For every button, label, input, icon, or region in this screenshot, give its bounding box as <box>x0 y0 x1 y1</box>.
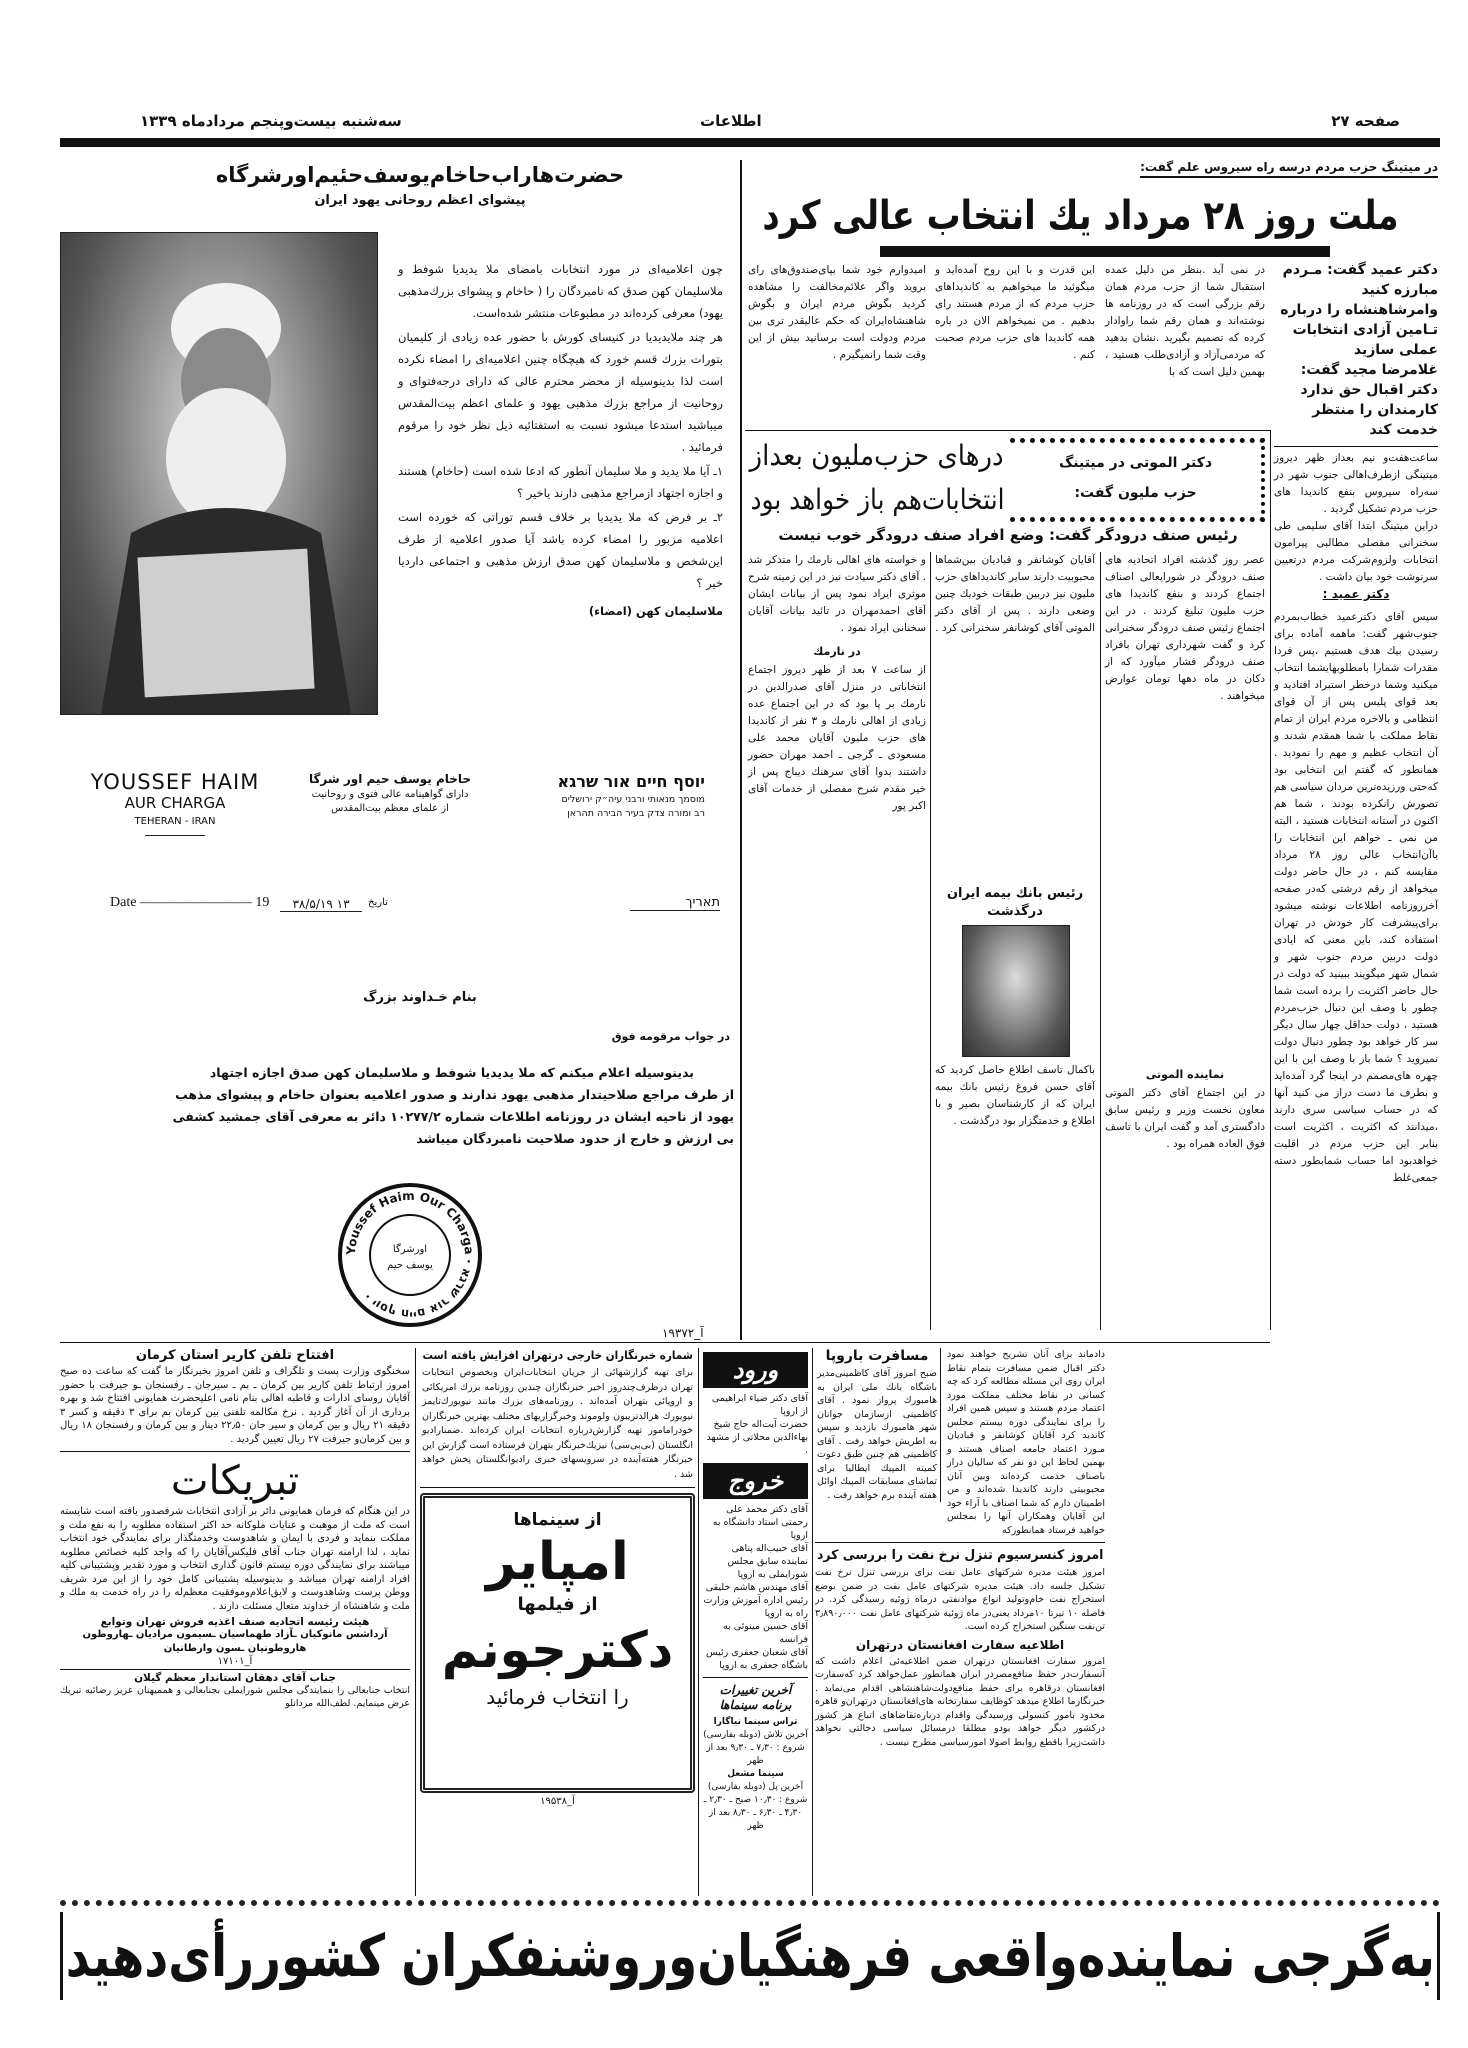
date-persian-label: تاریخ <box>368 897 388 908</box>
departures-title: خروج <box>703 1463 808 1499</box>
letterhead-name-he: יוסף חיים אור שרגא <box>557 772 705 791</box>
cinema-ad-mid: از فیلمها <box>517 1594 598 1615</box>
letterhead-city: TEHERAN - IRAN <box>134 816 216 827</box>
svg-text:Youssef Haim Our Charga · יוסף: Youssef Haim Our Charga · יוסף חיים אור שרגא · <box>343 1188 477 1322</box>
bottom-left-column <box>60 1348 410 1710</box>
congrats-signatories: آرداشس مانوکیان ـآزاد طهماسیان ـسیمون مرادیان ـهاروطون هاروطونیان ـسون وارطانیان <box>82 1629 388 1654</box>
rabbi-subtitle: پیشوای اعظم روحانی یهود ایران <box>314 193 526 208</box>
cinema-ad-top: از سینماها <box>513 1510 602 1530</box>
date-hebrew: תאריך <box>630 895 720 911</box>
letter-salutation: بنام خـداوند بزرگ <box>363 990 477 1005</box>
cinema-ad <box>420 1493 695 1793</box>
paragraph: در این اجتماع آقای دکتر الموتی معاون نخست وزیر و رئیس سابق دادگستری آمد و گفت ایران با تاسف فوق العاده همراه بود . <box>1105 1087 1265 1150</box>
rabbi-portrait-photo <box>60 232 378 715</box>
divider <box>815 1542 1105 1543</box>
film-title: آخرین تلاش (دوبله بفارسی) <box>703 1730 808 1740</box>
melliyun-column: از ساعت ۷ بعد از ظهر دیروز اجتماع انتخاباتی در منزل آقای صدرالدین در نارمك بر پا بود که در این اجتماع عده زیادی از اهالی نارمك و ۳ نفر از کاندیدا های حزب ملیون آقایان محمد علی مسعودی ـ گرجی ـ احمد مهران حضور داشتند بدوا آقای سرهنك دیباج پس از خیر مقدم شرح مفصلی از خدمات آقای اکبر پور <box>748 664 926 812</box>
divider <box>812 1348 813 1896</box>
paragraph: چون اعلامیه‌ای در مورد انتخابات بامضای ملا یدیدیا شوفط و ملاسلیمان کهن صدق که نامبردگان را ( حاخام و پیشوای بزرك‌مذهبی یهود) معرفی کرده‌اند در مطبوعات منتشر شده‌است. <box>398 262 723 320</box>
film-title: آخرین پل (دوبله بفارسی) <box>707 1782 804 1792</box>
gilan-title: جناب آقای دهقان استاندار معظم گیلان <box>60 1669 410 1684</box>
lead-kicker: در میتینگ حزب مردم درسه راه سیروس علم گفت: <box>1140 160 1438 178</box>
reporters-text: برای تهیه گزارشهائی از جریان انتخابات‌ایران وبخصوص انتخابات تهران درظرف‌چندروز اخیر خبرنگاران چندین روزنامه بزرك امریکائی و اروپائی بتهران آمده‌اند . روزنامه‌های بزرك مانند نیویورك‌تایمز نیویورك هرالدتریبون ولوموند وخبرگزاریهای مختلف بهترین خبرنگاران خودرامامور تهیه گزارش‌درباره انتخابات ایران کرده‌اند .ضمنارادیو انگلستان (بی‌بی‌سی) نیزیك‌خبرنگار بتهران فرستاده است گزارش این خبرنگار هفته‌آینده در سرویسهای خبری رادیوانگلستان پخش خواهد شد . <box>422 1367 693 1480</box>
gilan-text: انتخاب جنابعالی را بنمایندگی مجلس شورایملی بجنابعالی و هممیهنان عزیز رضائیه تبریك عرض مینمایم. لطف‌الله مردانلو <box>60 1684 410 1709</box>
melliyun-headline <box>748 434 1006 522</box>
melliyun-column: عصر روز گذشته افراد اتحادیه های صنف درودگر در شورایعالی اصناف اجتماع کردند و بنفع کاندیدا های حزب ملیون تبلیغ کردند . در این اجتماع رئیس صنف درودگر سخنرانی کرد و گفت شهرداری تهران بافراد صنف درودگر فشار میآورد که از دکان در ماه دهها تومان عوارض میخواهند . <box>1105 554 1265 702</box>
paragraph: ۱ـ آیا ملا یدید و ملا سلیمان آنطور که ادعا شده است (حاخام) هستند و اجازه اجتهاد ازمراجع مذهبی دارند یاخیر ؟ <box>398 464 723 500</box>
newspaper-name: اطلاعات <box>700 112 762 130</box>
letterhead-surname: AUR CHARGA <box>124 794 226 812</box>
obituary-title <box>932 885 1098 921</box>
paragraph: سپس آقای دکترعمید خطاب‌بمردم جنوب‌شهر گفت: ماهمه آماده برای رسیدن بیك هدف هستیم ،پس فردا مقدرات شمارا بامطلوبهایشما انتخاب میکنید وشما درخطر استبراد افتادید و بعد قوای پلیس پس از آن قوای انتظامی و بالاخره مردم ایران از تمام نقاط مملکت با شما همقدم شدند و آن انتخاب عظیم و مهم را نمودید . همانطور که گفتم این انتخابی بود که‌حتی ورزیده‌ترین مردان سیاسی هم تصورش رانکرده بودند ، شما هم اکنون در آستانه انتخابات هستید ، البته من نمی ـ خواهم این انتخابات را باآن‌انتخاب عالی روز ۲۸ مرداد مقایسه کنم ، در حال حاضر دولت میخواهد از رقم درشتی که‌در صفحه آخرروزنامه اطلاعات نوشته میشود برای‌پیشرفت کار خودش در تهران استفاده کند، باین معنی که ایادی دولت دربین مردم جنوب شهر و شمال شهر میگویند ببینید که دولت در حال حاضر اکثریت را برده است شما چطور با وصف این دنبال حزب‌مردم هستید ، دولت حداقل چهار سال دیگر سر کار خواهد بود چطور دنبال دولت نمیروید ؟ شما باز با وصف این با این چهره های‌مصمم در اینجا گرد آمده‌اید و بطرف ما دست دراز می کنید آنها که در حساب سیاسی سری دارند ،میدانند که اکثریت ، اکثریت است بنابر این حزب مردم در اقلیت خواهدبود اما حساب شمابطور دسته جمعی‌غلط <box>1274 611 1438 1184</box>
election-banner <box>60 1912 1440 2000</box>
divider <box>1270 430 1271 1330</box>
letterhead-line: دارای گواهینامه عالی فتوی و روحانیت <box>311 789 469 800</box>
svg-text:یوسف حیم: یوسف حیم <box>387 1260 433 1271</box>
letter-line: بدینوسیله اعلام میکنم که ملا یدیدیا شوفط و ملاسلیمان کهن صدق اجازه اجتهاد <box>209 1065 694 1080</box>
divider <box>930 552 931 1330</box>
cinema-name: امپایر <box>486 1532 629 1592</box>
melliyun-column: و خواسته های اهالی نارمك را متذکر شد . آقای دکتر سیادت نیز در این زمینه شرح موثری ایراد نمود پس از بیانات ایشان آقای احمدمهران در تائید بیانات آقایان سخنانی ایراد نمود . <box>748 554 926 634</box>
cinema-changes-title: آخرین تغییرات برنامه سینماها <box>719 1683 792 1712</box>
obituary-text: باکمال تاسف اطلاع حاصل کردید که آقای حسن فروغ رئیس بانك بیمه ایران که از کارشناسان بصیر و با اطلاع و خدمتگزار بود درگذشت . <box>935 1064 1095 1127</box>
melliyun-narmak-column <box>748 552 926 815</box>
masthead-rule <box>60 138 1440 147</box>
cinema-changes-list <box>703 1716 808 1833</box>
divider <box>420 1487 695 1488</box>
lead-column: در نمی آید .بنظر من دلیل عمده استقبال شما از حزب مردم همان رقم بزرگی است که در روزنامه ها نوشته‌اند و همان رقم شما راوادار کرده که تصمیم بگیرید .نشان بدهید که مردمی‌آزاد و آزادی‌طلب هستید ، بهمین دلیل است که با <box>1105 264 1265 378</box>
letterhead-name: YOUSSEF HAIM <box>90 770 260 794</box>
election-column: دادماند برای آنان تشریح خواهند نمود دکتر اقبال ضمن مسافرت بتمام نقاط ایران روی این مسئله مطالعه کرد که چه کسانی در نقاط مختلف مملکت مورد اعتماد مردم هستند و سپس همین افراد را برای نمایندگی دوره بیستم مجلس کاندید کرد آقایان کوشانفر و قبادیان مـورد اعتماد جامعه اصناف هستند و بهمین لحاظ این دو نفر که سالیان دراز باصناف خدمت کرده‌اند وبین آنان محبوبیتی دارند کاندیدا شده‌اند و من اطمینان دارم که شما اصناف با آراء خود این آقایان وهمکاران آنها را بمجلس خواهید فرستاد همانطورکه <box>947 1349 1105 1536</box>
letter-body <box>64 1062 734 1150</box>
letterhead-line: מוסמך מנאותי ורבני עיה״ק ירושלים <box>561 794 705 805</box>
subhead: دکتر عمید : <box>1322 587 1390 601</box>
banner-border <box>60 1900 1440 1906</box>
departure-item: آقای دکتر محمد علی رحمتی استاد دانشگاه به اروپا <box>712 1504 808 1541</box>
letterhead-line: רב ומורה צדק בעיר הבירה תהראן <box>567 808 705 819</box>
election-column-wrap <box>947 1348 1105 1537</box>
letter-line: از طرف مراجع صلاحیتدار مذهبی یهود ندارند و صدور اعلامیه بعنوان حاخام و پیشوای مذهب <box>175 1087 734 1102</box>
paragraph: ۲ـ بر فرض که ملا یدیدیا بر خلاف قسم توراتی که خورده است اعلامیه مزبور را امضاء کرده باشد آیا صدور اعلامیه از طرف این‌شخص و ملاسلیمان کهن صدق ارزش مذهبی و اجتماعی داردیا خیر ؟ <box>398 510 723 590</box>
rabbi-title-text: حضرت‌هاراب‌حاخام‌یوسف‌حئیم‌اورشرگاه <box>215 163 625 187</box>
divider <box>698 1348 699 1896</box>
arrival-item: آقای دکتر ضیاء ابراهیمی از اروپا <box>711 1393 808 1417</box>
carpenters-subhead <box>748 526 1268 544</box>
column-divider <box>740 160 742 1340</box>
congrats-text: در این هنگام که فرمان همایونی دائر بر آزادی انتخابات شرفصدور یافته است شایسته است که ملت از موهبت و عنایات ملوکانه حد اکثر استفاده مطلوبه را به نفع ملت و مملکت بنماید و فردی با ایمان و شاهدوست وخدمتگذار برای نمایندگی خود انتخاب نماید ، لذا ارامنه تهران جناب آقای فلیکس‌آقایان را که واجد کلیه خصائص مطلوبه میباشند برای نمایندگی دوره بیستم قانون گذاری انتخاب و مورد تقدیر وپشتیبانی کلیه افراد ارامنه تهران میباشد و بدینوسیله پشتیبانی کامل خود را از این مرد شریف ووطن پرست وشاهدوست و لایق‌اعلام‌وموفقیت معظم‌له را در راه خدمت به ملك و ملت و شاهنشاه از خداوند متعال مسئلت دارند . <box>60 1506 410 1612</box>
letterhead-hebrew <box>495 772 705 819</box>
departure-item: آقای شعبان جعفری رئیس باشگاه جعفری به اروپا <box>706 1647 808 1671</box>
lead-decks <box>1274 260 1438 440</box>
travel-wrap <box>817 1348 941 1502</box>
bottom-oil-column <box>815 1348 1105 1749</box>
oil-text: امروز هیئت مدیره شرکتهای عامل نفت برای بررسی تنزل نرخ نفت تشکیل جلسه داد. هیئت مدیره شرکتهای عامل نفت در ضمن بوضع استخراج نفت خام‌وتولید انواع موادنفتی درماه ژوئیه رسیدگی کرد. در فاصله ۱۰ تیرتا ۱۰مرداد یعنی‌در ماه ژوئیه شرکتهای عامل نفت ۳٫۸۹۰٫۰۰۰ تن‌نفت سنگین استخراج کرده است. <box>815 1567 1105 1632</box>
deck: دکتر عمید گفت: مـردم مبارزه کنید وامرشاهنشاه را درباره تـامین آزادی انتخابات عملی سازید <box>1280 262 1438 358</box>
subhead: نماینده الموتی <box>1145 1068 1225 1081</box>
arrivals-list <box>703 1392 808 1457</box>
letter-line: یهود از ناحیه ایشان در روزنامه اطلاعات شماره ۱۰۲۷۷/۲ دائر به معرفی آقای جمشید کشفی <box>172 1109 734 1124</box>
svg-text:اورشرگا: اورشرگا <box>392 1244 428 1255</box>
headline-bar <box>880 246 1330 257</box>
travel-row <box>815 1348 1105 1537</box>
lead-column: امیدوارم خود شما بپای‌صندوق‌های رای بروید واگر علائم‌مخالفت را مشاهده کردید بگوش مردم ایران و بگوش شاهنشاه‌ایران که حکم عالیقدر تری بین مردم ودولت است برسانید بیش از این وقت شما رانمیگیرم . <box>748 264 926 361</box>
showtime: شروع : ۱۰٫۳۰ صبح ـ ۲٫۳۰ ـ ۴٫۳۰ ـ ۶٫۳۰ ـ ۸٫۳۰ بعد از ظهر <box>703 1795 808 1831</box>
paragraph: ساعت‌هفت‌و نیم بعداز ظهر دیروز میتینگی ازطرف‌اهالی جنوب شهر در سه‌راه سیروس بنفع کاندیدا های حزب مردم تشکیل گردید . <box>1274 452 1438 515</box>
box-line: حزب ملیون گفت: <box>1074 485 1197 501</box>
melliyun-column: آقایان کوشانفر و قبادیان بین‌شماها محبوبیت دارند سایر کاندیداهای حزب ملیون نیز دربین طبقات خودیك چنین وضعی دارند . پس از آقای دکتر الموتی آقای کوشانفر سخنرانی کرد . <box>935 554 1095 634</box>
ad-code: آ_۱۷۱۰۱ <box>217 1656 253 1667</box>
departure-item: آقای مهندس هاشم خلیقی رئیس اداره آموزش وزارت راه به اروپا <box>703 1582 808 1619</box>
deck: غلامرضا مجید گفت: دکتر اقبال حق ندارد کارمندان را منتظر خدمت کند <box>1300 362 1438 438</box>
afghan-title: اطلاعیه سفارت افغانستان درتهران <box>855 1637 1065 1652</box>
lead-side-text <box>1274 446 1438 1187</box>
rabbi-body <box>398 258 723 624</box>
divider <box>745 430 1270 431</box>
date-english: Date ———————— 19 <box>110 895 270 910</box>
almoti-box <box>1010 438 1265 522</box>
arrival-item: حضرت آیت‌اله حاج شیخ بهاءالدین محلاتی از مشهد . <box>706 1419 808 1456</box>
lead-headline-text: ملت روز ۲۸ مرداد یك انتخاب عالی کرد <box>761 193 1399 239</box>
title-line: رئیس بانك بیمه ایران <box>946 886 1084 901</box>
headline-line: انتخابات‌هم باز خواهد بود <box>750 483 1004 516</box>
lead-column: این قدرت و با این روح آمده‌اید و میگوئید ما میخواهیم به کاندیدا‌های حزب مردم که از مردم هستند رای بدهیم . من نمیخواهم الان در باره همه کاندیدا های حزب مردم صحبت کنم . <box>935 264 1095 361</box>
almoti-rep-column <box>1105 1068 1265 1153</box>
divider <box>60 1342 1270 1343</box>
arrivals-title: ورود <box>703 1352 808 1388</box>
divider <box>415 1348 416 1896</box>
divider <box>1100 552 1101 1330</box>
letter-line: بی ارزش و خارج از حدود صلاحیت نامبردگان میباشد <box>416 1131 734 1146</box>
departure-item: آقای حسین مینوئی به فرانسه <box>722 1621 808 1645</box>
kerman-text: سخنگوی وزارت پست و تلگراف و تلفن امروز بخبرنگار ما گفت که ساعت ده صبح امروز ارتباط تلفن کاریر بین کرمان ـ بم ـ سیرجان ـ رفسنجان ـو جیرفت با حضور آقایان روسای ادارات و قاطبه اهالی بنام نامی اعلیحضرت همایونی افتتاح شد و بهره برداری از آن آغاز گردید . نرخ مکالمه تلفنی بین کرمان بم برای ۳ دقیقه و کسر ۳ دقیقه ۲۱ ریال و بین کرمان و سیر جان ۲۲٫۵۰ دینار و بین کرمان و رفسنجان ۱۸ ریال و بین کرمان‌و جیرفت ۲۷ ریال تعیین گردید . <box>60 1366 410 1445</box>
bank-director-photo <box>962 925 1070 1057</box>
rabbi-seal-stamp <box>335 1180 485 1330</box>
letter-reference: در جواب مرقومه فوق <box>611 1030 730 1043</box>
letterhead-persian <box>290 772 490 814</box>
kerman-title: افتتاح تلفن کاریر استان کرمان <box>135 1348 335 1363</box>
signature: ملاسلیمان کهن (امضاء) <box>588 604 723 618</box>
ad-code: آ_۱۹۳۷۲ <box>662 1326 704 1340</box>
election-banner-text: به‌گرجی نماینده‌واقعی فرهنگیان‌وروشنفکران کشوررأی‌دهید <box>65 1922 1435 1990</box>
rabbi-portrait-icon <box>61 233 377 714</box>
paragraph: دراین میتینگ ابتدا آقای سلیمی طی سخنرانی مفصلی مطالبی پیرامون انتخابات ولزوم‌شرکت مردم درتعیین سرنوشت خود بیان داشت . <box>1274 520 1438 583</box>
film-title: دکترجونم <box>441 1621 674 1679</box>
lead-right-column <box>1274 260 1438 1187</box>
box-line: دکتر الموتی در میتینگ <box>1058 455 1213 471</box>
letterhead-name-fa: حاخام یوسف حیم اور شرگا <box>308 772 472 786</box>
melliyun-obit-column <box>935 552 1095 637</box>
divider <box>60 1451 410 1452</box>
bottom-arrivals-column <box>703 1352 808 1833</box>
headline-line: درهای حزب‌ملیون بعداز <box>749 439 1005 472</box>
paragraph: هر چند ملایدیدیا در کنیسای کورش با حضور عده زیادی از کلیمیان بتورات بزرك قسم خورد که هیچگاه چنین اعلامیه‌ای را امضاء نکرده است لذا بدینوسیله از محضر محترم عالی که دارای درجه‌فتوای و روحانیت از مراجع بزرك مذهبی یهود و علمای اعظم بیت‌المقدس میباشید استدعا میشود نسبت به استفتائیه ذیل نظر خود را مرقوم فرمائید . <box>398 330 723 454</box>
ad-code: آ_۱۹۵۳۸ <box>540 1796 575 1807</box>
page-number: صفحه ۲۷ <box>1331 112 1400 130</box>
title-line: درگذشت <box>987 904 1043 919</box>
rabbi-title <box>150 163 690 187</box>
lead-headline <box>760 192 1400 240</box>
letterhead-line: از علمای معظم بیت‌المقدس <box>331 803 449 814</box>
reporters-title: شماره خبرنگاران خارجی درتهران افزایش یافته است <box>422 1348 693 1362</box>
cinema-name: سینما مشعل <box>727 1769 784 1779</box>
congrats-signatories-title: هیئت رئیسه اتحادیه صنف اغذیه فروش تهران وتوابع <box>100 1616 370 1628</box>
subhead: در نارمك <box>813 645 861 658</box>
cinema-name: تراس سینما نیاگارا <box>713 1717 798 1727</box>
date-persian-value: ۱۳ ۳۸/۵/۱۹ <box>280 897 362 912</box>
travel-text: صبح امروز آقای کاظمینی‌مدیر باشگاه بانك ملی ایران به هامبورك پرواز نمود . آقای کاظمینی ازسازمان جوانان شهر هامبورك بازدید و سپس به اطریش خواهد رفت . آقای کاظمینی هم چنین طبق دعوت کمیته المپیك ایطالیا برای تماشای مسابقات المپیك اوائل هفته آینده برم خواهد رفت . <box>817 1368 937 1501</box>
divider <box>703 1677 808 1678</box>
showtime: شروع : ۷٫۳۰ ـ ۹٫۳۰ بعد از ظهر <box>706 1743 805 1766</box>
bottom-reporters-column <box>420 1348 695 1807</box>
travel-title: مسافرت باروپا <box>825 1348 929 1364</box>
departure-item: آقای حبیب‌اله پناهی نماینده سابق مجلس شورایملی به اروپا <box>727 1543 808 1580</box>
departures-list <box>703 1503 808 1672</box>
issue-date: سه‌شنبه بیست‌وپنجم مردادماه ۱۳۳۹ <box>140 112 402 130</box>
carpenters-subhead-text: رئیس صنف درودگر گفت: وضع افراد صنف درودگر خوب نیست <box>778 526 1238 544</box>
congrats-title: تبریکات <box>170 1458 300 1504</box>
letterhead-english <box>90 770 260 836</box>
afghan-text: امروز سفارت افغانستان درتهران ضمن اطلاعیه‌ئی اعلام داشت که آنسفارت‌در حفظ منافع‌مصردر ایران همانطور عمل‌خواهد کرد که‌سفارت افغانستان درقاهره برای حفظ منافع‌دولت‌شاهنشاهی اقدام می‌نماید . خبرنگارما اطلاع میدهد کوظایف سفارتخانه های‌افغانستان درتهران‌و قاهره محدود بامور کنسولی ورسیدگی واقدام درباره‌تقاضاهای اتباع هر کشور درکشور دیگر خواهد بودو مطلقا درمسائل سیاسی دخالتی نخواهد داشت‌زیرا باقطع روابط اصولا امورسیاسی مطرح نیست . <box>815 1655 1105 1748</box>
cinema-ad-bottom: را انتخاب فرمائید <box>486 1685 629 1709</box>
oil-title: امروز کنسرسیوم تنزل نرخ نفت را بررسی کرد <box>816 1548 1104 1563</box>
